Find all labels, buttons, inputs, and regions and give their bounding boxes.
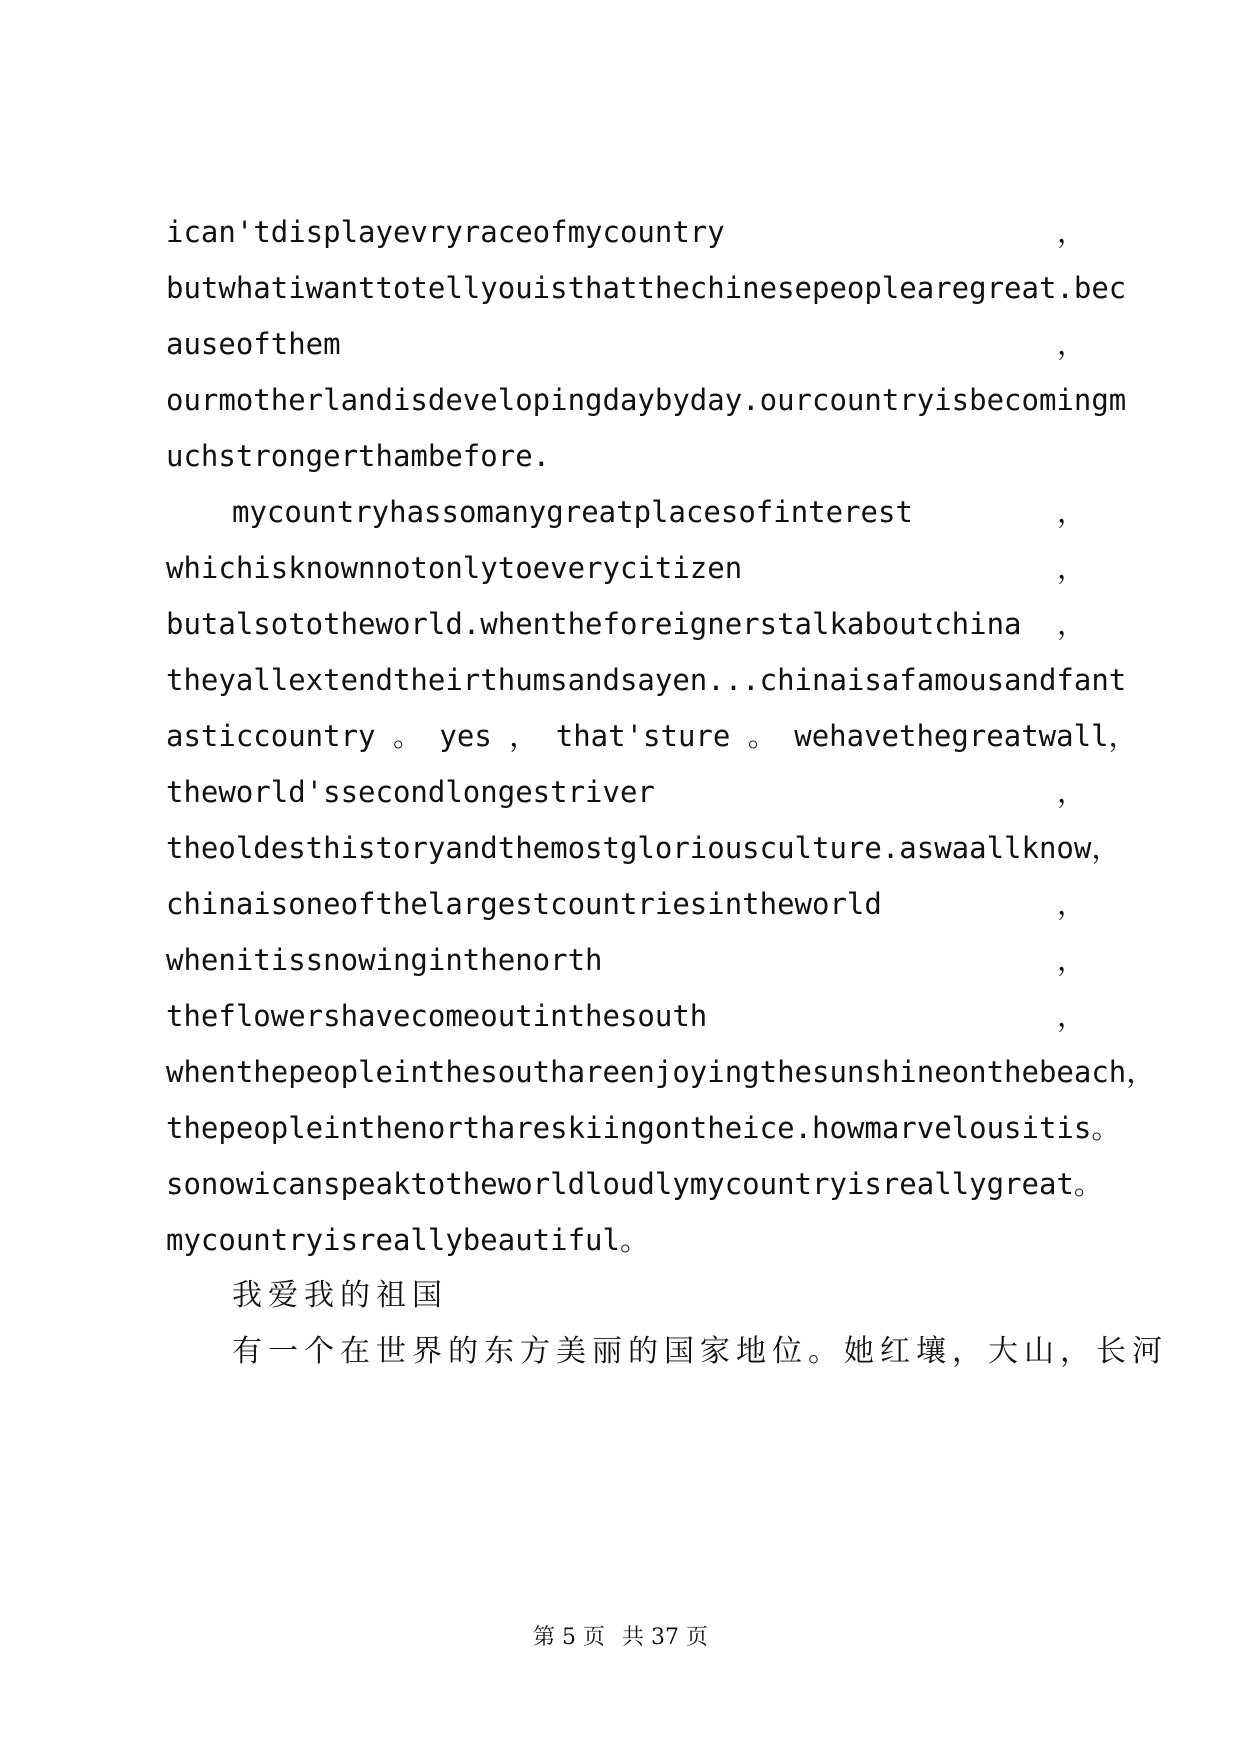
line-text: 我爱我的祖国 xyxy=(232,1278,448,1313)
text-line xyxy=(232,1332,1168,1372)
line-text: mycountryisreallybeautiful。 xyxy=(166,1223,649,1257)
page-total: 共 37 页 xyxy=(622,1625,708,1650)
line-text: mycountryhassomanygreatplacesofinterest xyxy=(232,495,913,529)
line-text: theoldesthistoryandthemostgloriousculture.aswaallknow xyxy=(166,831,1092,865)
line-text: butwhatiwanttotellyouisthatthechinesepeoplearegreat.bec xyxy=(166,271,1127,305)
line-punct: ， xyxy=(1126,1055,1156,1089)
line-text: thepeopleinthenorthareskiingontheice.howmarvelousitis xyxy=(166,1111,1092,1145)
line-text: theworld'ssecondlongestriver xyxy=(166,775,655,809)
heading-line xyxy=(232,1276,1086,1316)
text-line xyxy=(166,1052,1156,1092)
line-text: whenitissnowinginthenorth xyxy=(166,943,603,977)
line-text: theyallextendtheirthumsandsayen...chinaisafamousandfant xyxy=(166,663,1127,697)
text-line xyxy=(166,436,1086,476)
line-punct: ， xyxy=(1056,327,1086,361)
line-text: chinaisoneofthelargestcountriesintheworld xyxy=(166,887,882,921)
line-text: auseofthem xyxy=(166,327,341,361)
line-text: asticcountry 。 yes ， that'sture 。 wehavethegreatwall xyxy=(166,719,1109,753)
line-punct: ， xyxy=(1056,943,1086,977)
line-text: butalsototheworld.whentheforeignerstalkaboutchina xyxy=(166,607,1022,641)
text-line xyxy=(166,660,1127,700)
line-punct: ， xyxy=(1056,495,1086,529)
line-punct: ， xyxy=(1056,215,1086,249)
line-text: ourmotherlandisdevelopingdaybyday.ourcountryisbecomingm xyxy=(166,383,1127,417)
text-line xyxy=(166,268,1127,308)
line-punct: ， xyxy=(1091,831,1121,865)
line-text: whenthepeopleinthesouthareenjoyingthesunshineonthebeach xyxy=(166,1055,1127,1089)
text-line xyxy=(166,1164,1103,1204)
text-line xyxy=(166,1220,1086,1260)
line-text: uchstrongerthambefore. xyxy=(166,439,551,473)
line-text: ican'tdisplayevryraceofmycountry xyxy=(166,215,725,249)
line-punct: ， xyxy=(1056,999,1086,1033)
text-line xyxy=(166,828,1121,868)
line-punct: ， xyxy=(1056,775,1086,809)
line-punct: ， xyxy=(1056,607,1086,641)
line-text: theflowershavecomeoutinthesouth xyxy=(166,999,708,1033)
text-line xyxy=(232,492,1086,532)
text-line xyxy=(166,380,1127,420)
text-line xyxy=(166,1108,1121,1148)
text-line xyxy=(166,548,1086,588)
line-punct: ， xyxy=(1108,719,1138,753)
text-line xyxy=(166,324,1086,364)
line-text: sonowicanspeaktotheworldloudlymycountryisreallygreat xyxy=(166,1167,1074,1201)
text-line xyxy=(166,212,1086,252)
line-punct: 。 xyxy=(1091,1111,1121,1145)
text-line xyxy=(166,996,1086,1036)
text-line xyxy=(166,604,1086,644)
line-punct: ， xyxy=(1056,887,1086,921)
line-punct: 。 xyxy=(1073,1167,1103,1201)
page-footer xyxy=(0,1620,1241,1651)
line-text: whichisknownnotonlytoeverycitizen xyxy=(166,551,743,585)
text-line xyxy=(166,716,1138,756)
line-text: 有一个在世界的东方美丽的国家地位。她红壤，大山，长河 xyxy=(232,1334,1168,1369)
line-punct: ， xyxy=(1056,551,1086,585)
text-line xyxy=(166,940,1086,980)
text-line xyxy=(166,772,1086,812)
page-number: 第 5 页 xyxy=(533,1625,605,1650)
text-line xyxy=(166,884,1086,924)
